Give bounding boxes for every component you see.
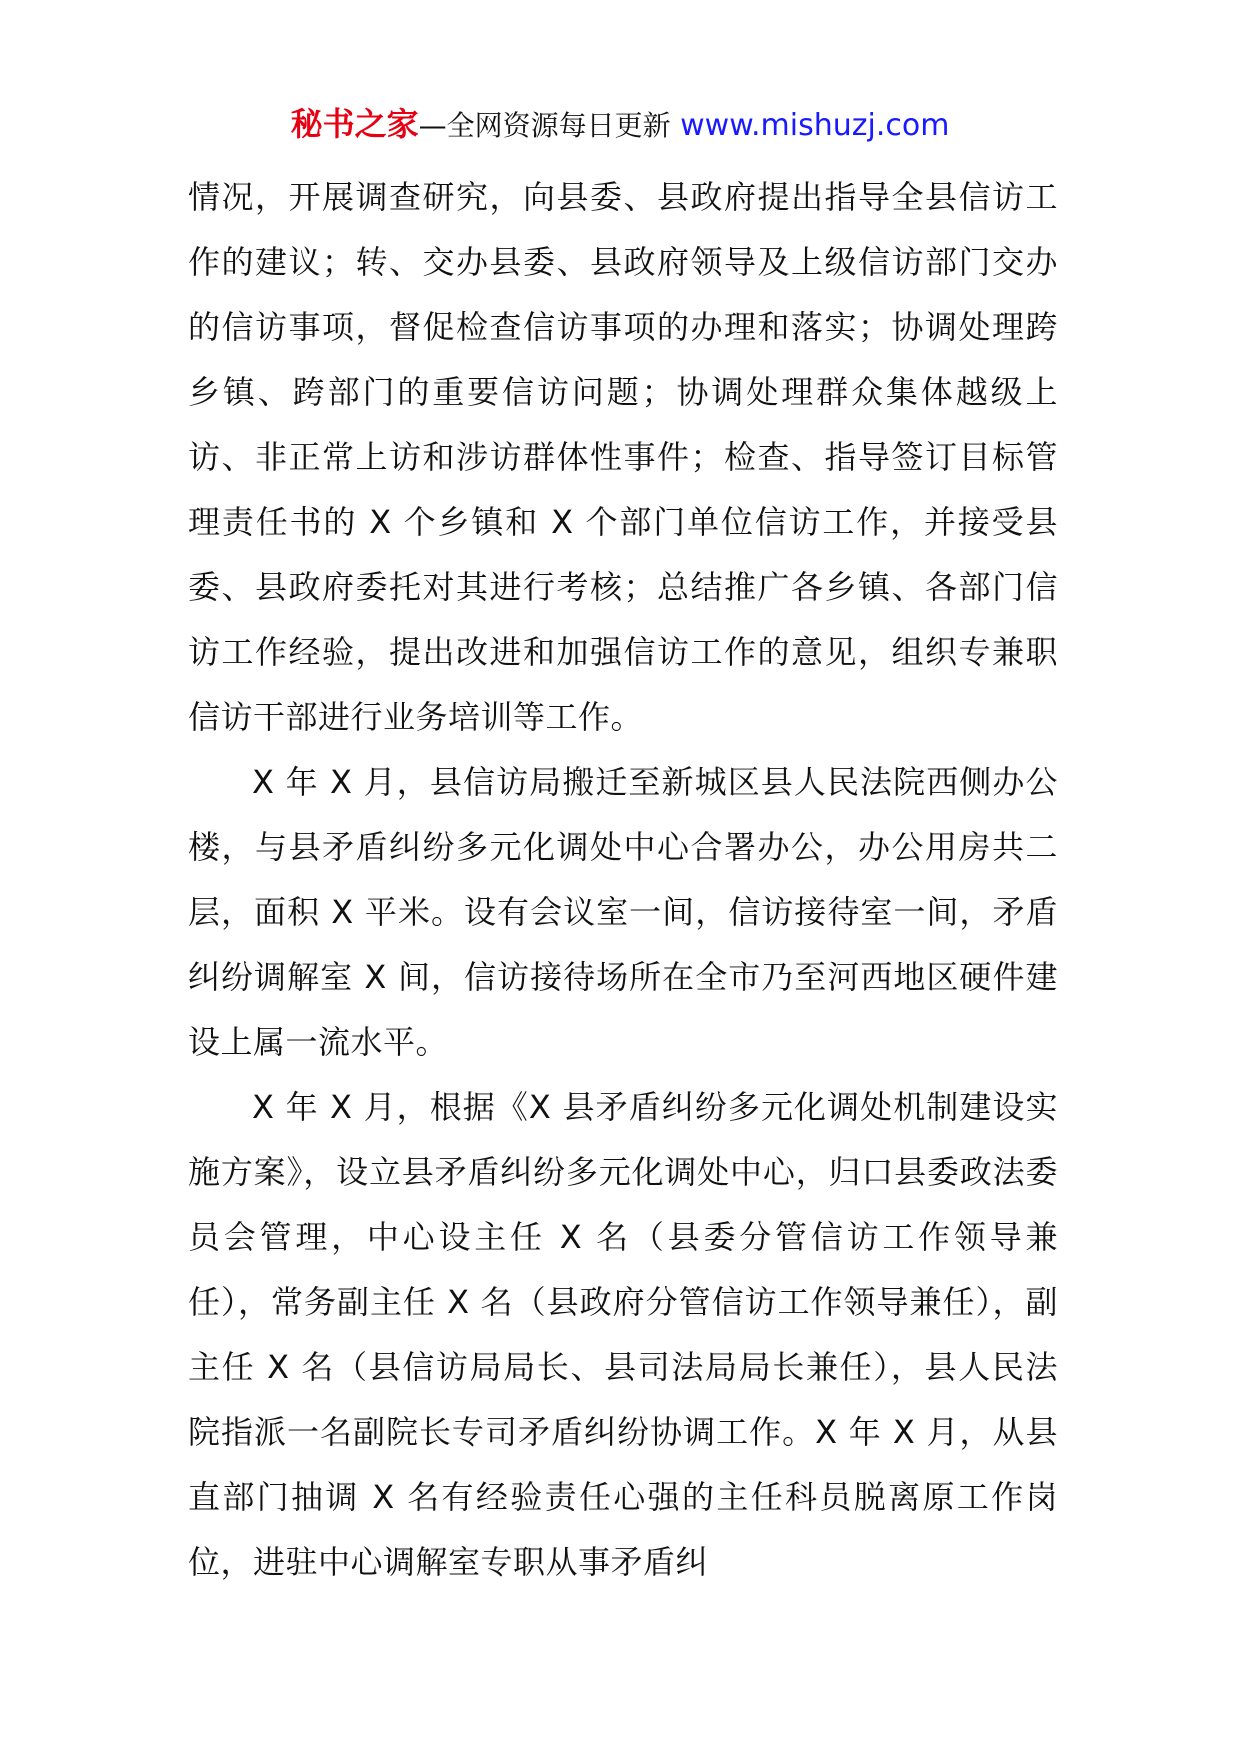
header-tagline: —全网资源每日更新 [418,109,671,142]
paragraph-2: X 年 X 月，县信访局搬迁至新城区县人民法院西侧办公楼，与县矛盾纠纷多元化调处中心合署办公，办公用房共二层，面积 X 平米。设有会议室一间，信访接待室一间，矛盾纠纷调解室 X 间，信访接待场所在全市乃至河西地区硬件建设上属一流水平。 [188,763,1058,1061]
document-body [188,165,1058,1595]
header-site-link[interactable]: www.mishuzj.com [680,108,950,143]
page-header [0,100,1240,150]
paragraph-3: X 年 X 月，根据《X 县矛盾纠纷多元化调处机制建设实施方案》，设立县矛盾纠纷多元化调处中心，归口县委政法委员会管理，中心设主任 X 名（县委分管信访工作领导兼任），常务副主任 X 名（县政府分管信访工作领导兼任），副主任 X 名（县信访局局长、县司法局局长兼任），县人民法院指派一名副院长专司矛盾纠纷协调工作。X 年 X 月，从县直部门抽调 X 名有经验责任心强的主任科员脱离原工作岗位，进驻中心调解室专职从事矛盾纠 [188,1088,1058,1581]
paragraph-1: 情况，开展调查研究，向县委、县政府提出指导全县信访工作的建议；转、交办县委、县政府领导及上级信访部门交办的信访事项，督促检查信访事项的办理和落实；协调处理跨乡镇、跨部门的重要信访问题；协调处理群众集体越级上访、非正常上访和涉访群体性事件；检查、指导签订目标管理责任书的 X 个乡镇和 X 个部门单位信访工作，并接受县委、县政府委托对其进行考核；总结推广各乡镇、各部门信访工作经验，提出改进和加强信访工作的意见，组织专兼职信访干部进行业务培训等工作。 [188,178,1058,736]
header-brand: 秘书之家 [290,105,419,143]
